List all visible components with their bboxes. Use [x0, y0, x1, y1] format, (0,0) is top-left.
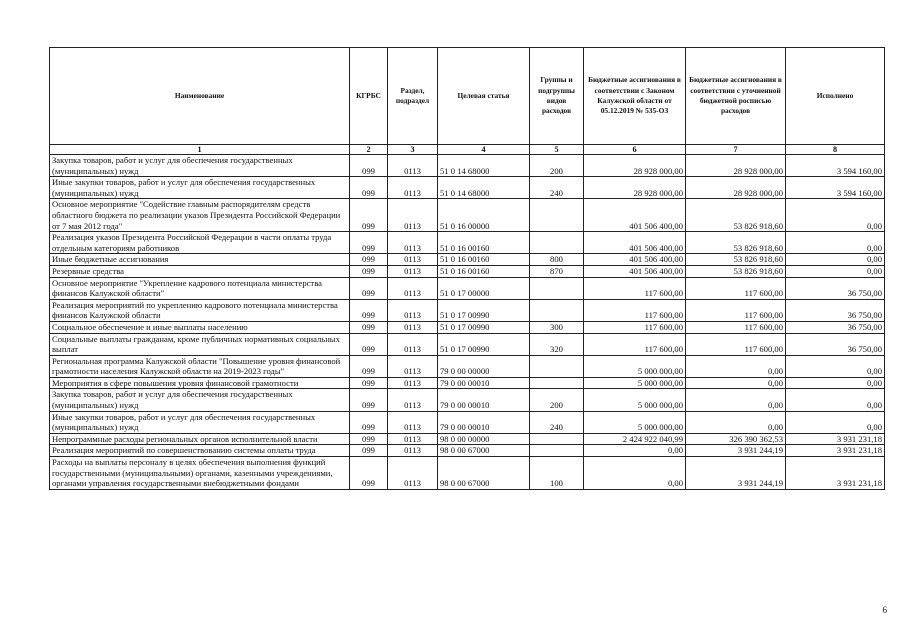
- cell-refined-amount: 0,00: [686, 411, 786, 433]
- header-section: Раздел, подраздел: [388, 48, 438, 145]
- cell-section: 0113: [388, 457, 438, 490]
- cell-name: Реализация мероприятий по совершенствованию системы оплаты труда: [50, 445, 350, 457]
- table-row: [50, 389, 885, 411]
- column-number: 7: [686, 145, 786, 155]
- cell-name: Закупка товаров, работ и услуг для обеспечения государственных (муниципальных) нужд: [50, 155, 350, 177]
- cell-executed-amount: 3 931 231,18: [786, 457, 885, 490]
- cell-target: 51 0 14 68000: [438, 155, 530, 177]
- cell-group: 300: [530, 321, 584, 333]
- cell-executed-amount: 0,00: [786, 232, 885, 254]
- cell-target: 51 0 16 00000: [438, 199, 530, 232]
- cell-law-amount: 401 506 400,00: [584, 199, 686, 232]
- table-row: [50, 355, 885, 377]
- cell-executed-amount: 0,00: [786, 411, 885, 433]
- cell-refined-amount: 117 600,00: [686, 333, 786, 355]
- cell-target: 51 0 17 00000: [438, 277, 530, 299]
- cell-law-amount: 401 506 400,00: [584, 232, 686, 254]
- cell-section: 0113: [388, 389, 438, 411]
- cell-name: Основное мероприятие "Укрепление кадрового потенциала министерства финансов Калужской области": [50, 277, 350, 299]
- cell-law-amount: 5 000 000,00: [584, 355, 686, 377]
- cell-kgrbs: 099: [350, 299, 388, 321]
- cell-name: Непрограммные расходы региональных органов исполнительной власти: [50, 433, 350, 445]
- cell-executed-amount: 3 931 231,18: [786, 433, 885, 445]
- cell-kgrbs: 099: [350, 321, 388, 333]
- table-row: [50, 232, 885, 254]
- budget-table: [49, 47, 885, 490]
- cell-executed-amount: 36 750,00: [786, 277, 885, 299]
- column-number: 1: [50, 145, 350, 155]
- cell-section: 0113: [388, 155, 438, 177]
- cell-target: 51 0 16 00160: [438, 254, 530, 266]
- cell-kgrbs: 099: [350, 445, 388, 457]
- header-refined: Бюджетные ассигнования в соответствии с уточненной бюджетной росписью расходов: [686, 48, 786, 145]
- cell-name: Региональная программа Калужской области "Повышение уровня финансовой грамотности населения Калужской области на 2019-2023 годы": [50, 355, 350, 377]
- cell-executed-amount: 0,00: [786, 199, 885, 232]
- cell-group: 800: [530, 254, 584, 266]
- cell-target: 79 0 00 00010: [438, 411, 530, 433]
- table-row: [50, 254, 885, 266]
- cell-refined-amount: 0,00: [686, 377, 786, 389]
- column-number: 3: [388, 145, 438, 155]
- cell-executed-amount: 3 594 160,00: [786, 177, 885, 199]
- cell-refined-amount: 117 600,00: [686, 277, 786, 299]
- cell-executed-amount: 0,00: [786, 355, 885, 377]
- header-executed: Исполнено: [786, 48, 885, 145]
- cell-group: 320: [530, 333, 584, 355]
- cell-target: 51 0 16 00160: [438, 265, 530, 277]
- table-row: [50, 445, 885, 457]
- cell-section: 0113: [388, 177, 438, 199]
- cell-group: [530, 433, 584, 445]
- cell-group: 100: [530, 457, 584, 490]
- cell-name: Закупка товаров, работ и услуг для обеспечения государственных (муниципальных) нужд: [50, 389, 350, 411]
- cell-kgrbs: 099: [350, 411, 388, 433]
- cell-law-amount: 117 600,00: [584, 277, 686, 299]
- cell-refined-amount: 3 931 244,19: [686, 445, 786, 457]
- cell-section: 0113: [388, 321, 438, 333]
- cell-section: 0113: [388, 232, 438, 254]
- cell-group: 240: [530, 177, 584, 199]
- header-groups: Группы и подгруппы видов расходов: [530, 48, 584, 145]
- cell-group: [530, 232, 584, 254]
- cell-name: Реализация мероприятий по укреплению кадрового потенциала министерства финансов Калужской области: [50, 299, 350, 321]
- table-row: [50, 299, 885, 321]
- cell-section: 0113: [388, 333, 438, 355]
- cell-name: Расходы на выплаты персоналу в целях обеспечения выполнения функций государственными (муниципальными) органами, казенными учреждениями, органами управления государственными внебюджетными фондами: [50, 457, 350, 490]
- cell-name: Резервные средства: [50, 265, 350, 277]
- cell-refined-amount: 53 826 918,60: [686, 265, 786, 277]
- cell-group: [530, 299, 584, 321]
- cell-name: Реализация указов Президента Российской Федерации в части оплаты труда отдельным категориям работников: [50, 232, 350, 254]
- cell-refined-amount: 0,00: [686, 389, 786, 411]
- cell-target: 51 0 14 68000: [438, 177, 530, 199]
- cell-target: 51 0 17 00990: [438, 321, 530, 333]
- cell-executed-amount: 3 931 231,18: [786, 445, 885, 457]
- column-number: 8: [786, 145, 885, 155]
- cell-law-amount: 5 000 000,00: [584, 377, 686, 389]
- cell-law-amount: 117 600,00: [584, 299, 686, 321]
- cell-section: 0113: [388, 277, 438, 299]
- cell-law-amount: 2 424 922 040,99: [584, 433, 686, 445]
- cell-law-amount: 401 506 400,00: [584, 265, 686, 277]
- table-row: [50, 199, 885, 232]
- header-law: Бюджетные ассигнования в соответствии с Законом Калужской области от 05.12.2019 № 535-ОЗ: [584, 48, 686, 145]
- cell-section: 0113: [388, 199, 438, 232]
- table-row: [50, 155, 885, 177]
- cell-kgrbs: 099: [350, 433, 388, 445]
- column-number: 4: [438, 145, 530, 155]
- column-number: 5: [530, 145, 584, 155]
- table-body: [50, 155, 885, 490]
- cell-kgrbs: 099: [350, 155, 388, 177]
- cell-name: Мероприятия в сфере повышения уровня финансовой грамотности: [50, 377, 350, 389]
- table-row: [50, 265, 885, 277]
- table-row: [50, 457, 885, 490]
- cell-kgrbs: 099: [350, 377, 388, 389]
- cell-law-amount: 28 928 000,00: [584, 177, 686, 199]
- cell-target: 98 0 00 67000: [438, 457, 530, 490]
- cell-refined-amount: 53 826 918,60: [686, 232, 786, 254]
- cell-section: 0113: [388, 377, 438, 389]
- cell-executed-amount: 36 750,00: [786, 333, 885, 355]
- cell-executed-amount: 36 750,00: [786, 321, 885, 333]
- cell-target: 98 0 00 67000: [438, 445, 530, 457]
- cell-kgrbs: 099: [350, 199, 388, 232]
- cell-kgrbs: 099: [350, 177, 388, 199]
- cell-kgrbs: 099: [350, 355, 388, 377]
- cell-kgrbs: 099: [350, 254, 388, 266]
- cell-kgrbs: 099: [350, 457, 388, 490]
- cell-refined-amount: 3 931 244,19: [686, 457, 786, 490]
- cell-section: 0113: [388, 411, 438, 433]
- cell-refined-amount: 28 928 000,00: [686, 155, 786, 177]
- cell-group: [530, 277, 584, 299]
- cell-name: Иные закупки товаров, работ и услуг для обеспечения государственных (муниципальных) нужд: [50, 177, 350, 199]
- cell-refined-amount: 117 600,00: [686, 321, 786, 333]
- page-number: 6: [882, 605, 887, 615]
- cell-executed-amount: 3 594 160,00: [786, 155, 885, 177]
- cell-law-amount: 5 000 000,00: [584, 411, 686, 433]
- cell-kgrbs: 099: [350, 232, 388, 254]
- table-row: [50, 177, 885, 199]
- cell-law-amount: 0,00: [584, 445, 686, 457]
- cell-name: Иные закупки товаров, работ и услуг для обеспечения государственных (муниципальных) нужд: [50, 411, 350, 433]
- cell-name: Основное мероприятие "Содействие главным распорядителям средств областного бюджета по реализации указов Президента Российской Федерации от 7 мая 2012 года": [50, 199, 350, 232]
- cell-target: 51 0 17 00990: [438, 333, 530, 355]
- table-row: [50, 433, 885, 445]
- cell-target: 51 0 16 00160: [438, 232, 530, 254]
- cell-group: 240: [530, 411, 584, 433]
- cell-target: 79 0 00 00000: [438, 355, 530, 377]
- table-row: [50, 277, 885, 299]
- cell-section: 0113: [388, 433, 438, 445]
- table-row: [50, 411, 885, 433]
- cell-name: Социальные выплаты гражданам, кроме публичных нормативных социальных выплат: [50, 333, 350, 355]
- cell-executed-amount: 0,00: [786, 377, 885, 389]
- cell-law-amount: 0,00: [584, 457, 686, 490]
- cell-name: Иные бюджетные ассигнования: [50, 254, 350, 266]
- cell-group: [530, 445, 584, 457]
- cell-kgrbs: 099: [350, 333, 388, 355]
- header-target: Целевая статья: [438, 48, 530, 145]
- cell-executed-amount: 0,00: [786, 389, 885, 411]
- cell-refined-amount: 53 826 918,60: [686, 199, 786, 232]
- cell-target: 79 0 00 00010: [438, 389, 530, 411]
- cell-executed-amount: 36 750,00: [786, 299, 885, 321]
- cell-target: 98 0 00 00000: [438, 433, 530, 445]
- cell-law-amount: 117 600,00: [584, 333, 686, 355]
- cell-refined-amount: 326 390 362,53: [686, 433, 786, 445]
- cell-target: 79 0 00 00010: [438, 377, 530, 389]
- cell-group: [530, 377, 584, 389]
- header-kgrbs: КГРБС: [350, 48, 388, 145]
- cell-group: 870: [530, 265, 584, 277]
- cell-group: 200: [530, 155, 584, 177]
- column-number: 6: [584, 145, 686, 155]
- cell-kgrbs: 099: [350, 265, 388, 277]
- cell-group: [530, 199, 584, 232]
- cell-group: 200: [530, 389, 584, 411]
- cell-section: 0113: [388, 265, 438, 277]
- table-row: [50, 333, 885, 355]
- cell-section: 0113: [388, 445, 438, 457]
- cell-law-amount: 117 600,00: [584, 321, 686, 333]
- cell-law-amount: 5 000 000,00: [584, 389, 686, 411]
- column-number-row: [50, 145, 885, 155]
- table-header: [50, 48, 885, 155]
- cell-target: 51 0 17 00990: [438, 299, 530, 321]
- cell-kgrbs: 099: [350, 389, 388, 411]
- cell-refined-amount: 117 600,00: [686, 299, 786, 321]
- cell-refined-amount: 53 826 918,60: [686, 254, 786, 266]
- header-name: Наименование: [50, 48, 350, 145]
- table-row: [50, 377, 885, 389]
- column-number: 2: [350, 145, 388, 155]
- cell-section: 0113: [388, 355, 438, 377]
- cell-executed-amount: 0,00: [786, 254, 885, 266]
- cell-law-amount: 401 506 400,00: [584, 254, 686, 266]
- cell-law-amount: 28 928 000,00: [584, 155, 686, 177]
- cell-section: 0113: [388, 299, 438, 321]
- cell-executed-amount: 0,00: [786, 265, 885, 277]
- cell-name: Социальное обеспечение и иные выплаты населению: [50, 321, 350, 333]
- cell-group: [530, 355, 584, 377]
- cell-refined-amount: 0,00: [686, 355, 786, 377]
- cell-kgrbs: 099: [350, 277, 388, 299]
- cell-section: 0113: [388, 254, 438, 266]
- table-row: [50, 321, 885, 333]
- cell-refined-amount: 28 928 000,00: [686, 177, 786, 199]
